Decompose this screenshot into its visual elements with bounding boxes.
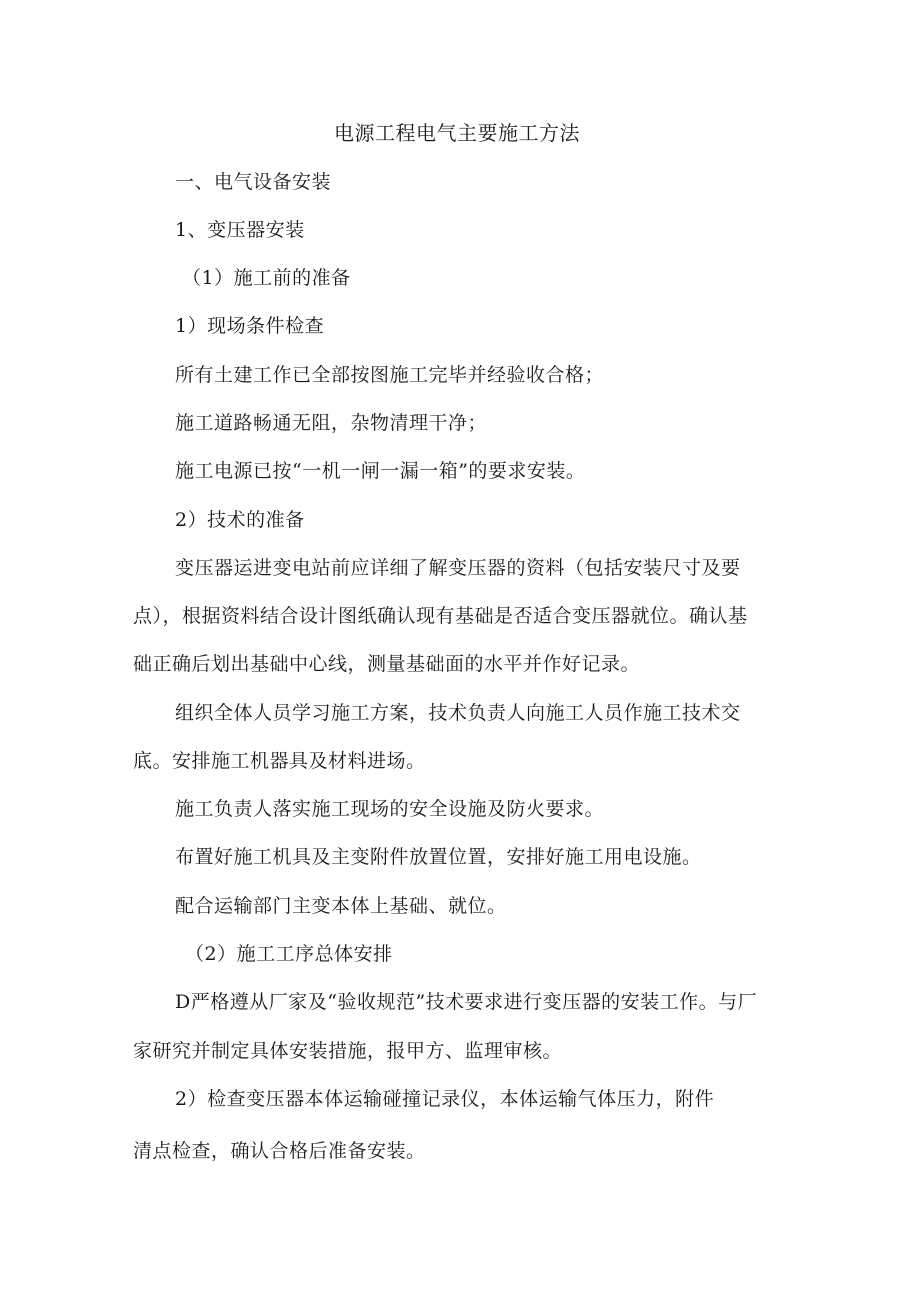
paragraph-line: 配合运输部门主变本体上基础、就位。 xyxy=(175,895,507,917)
subsection-heading: 1、变压器安装 xyxy=(175,219,305,241)
item-heading: 1）现场条件检查 xyxy=(175,315,325,337)
item-heading: 2）技术的准备 xyxy=(175,509,305,531)
paragraph-line: 2）检查变压器本体运输碰撞记录仪，本体运输气体压力，附件 xyxy=(175,1088,715,1110)
paragraph-line: 施工电源已按“一机一闸一漏一箱”的要求安装。 xyxy=(175,460,586,482)
paragraph-line: 底。安排施工机器具及材料进场。 xyxy=(133,750,426,772)
section-heading: 一、电气设备安装 xyxy=(175,171,332,193)
paragraph-line: 清点检查，确认合格后准备安装。 xyxy=(133,1140,426,1162)
subsection-heading: （1）施工前的准备 xyxy=(182,267,351,289)
paragraph-line: 施工负责人落实施工现场的安全设施及防火要求。 xyxy=(175,798,605,820)
paragraph-line: 所有土建工作已全部按图施工完毕并经验收合格； xyxy=(175,364,605,386)
subsection-heading: （2）施工工序总体安排 xyxy=(185,943,393,965)
paragraph-line: 组织全体人员学习施工方案，技术负责人向施工人员作施工技术交 xyxy=(175,702,741,724)
paragraph-line: 变压器运进变电站前应详细了解变压器的资料（包括安装尺寸及要 xyxy=(175,557,741,579)
page-title: 电源工程电气主要施工方法 xyxy=(334,121,580,145)
paragraph-line: 础正确后划出基础中心线，测量基础面的水平并作好记录。 xyxy=(133,653,641,675)
paragraph-line: 施工道路畅通无阻，杂物清理干净； xyxy=(175,412,488,434)
paragraph-line: 布置好施工机具及主变附件放置位置，安排好施工用电设施。 xyxy=(175,846,702,868)
paragraph-line: 家研究并制定具体安装措施，报甲方、监理审核。 xyxy=(133,1040,563,1062)
paragraph-line: 点），根据资料结合设计图纸确认现有基础是否适合变压器就位。确认基 xyxy=(133,605,748,627)
paragraph-line: D严格遵从厂家及“验收规范”技术要求进行变压器的安装工作。与厂 xyxy=(175,991,758,1013)
